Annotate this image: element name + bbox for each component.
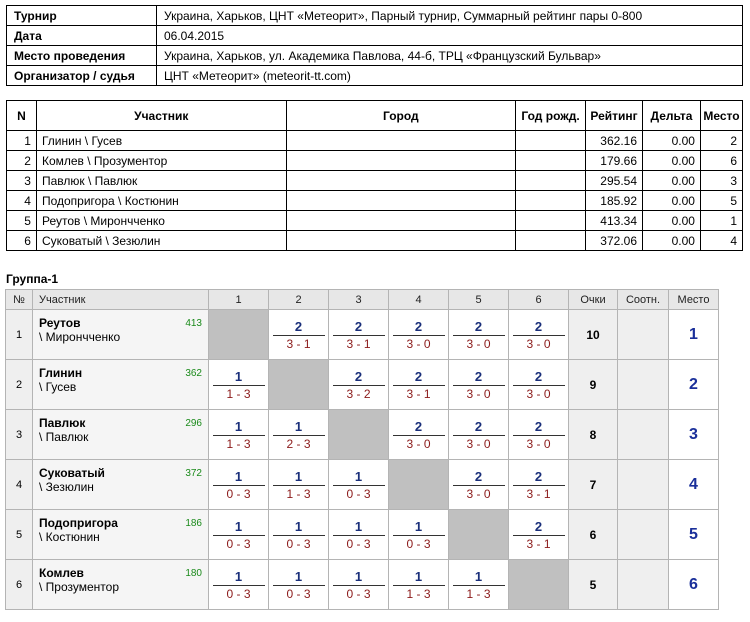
final-place: 6 (669, 560, 719, 610)
match-points: 1 (453, 569, 505, 586)
player-name-1: Подопригора (39, 516, 118, 530)
participant-delta: 0.00 (643, 131, 701, 151)
result-box (273, 469, 325, 501)
header-player: Участник (33, 290, 209, 310)
group-row (6, 410, 719, 460)
total-points: 6 (569, 510, 618, 560)
match-score: 3 - 1 (406, 386, 431, 401)
match-result (209, 510, 269, 560)
match-result (389, 360, 449, 410)
result-box (273, 419, 325, 451)
match-points: 1 (213, 369, 265, 386)
player-name-2: \ Гусев (39, 380, 77, 394)
match-points: 2 (453, 319, 505, 336)
participant-rating: 295.54 (586, 171, 643, 191)
match-points: 1 (333, 519, 385, 536)
match-result (209, 410, 269, 460)
match-result (389, 560, 449, 610)
match-result (329, 310, 389, 360)
header-place: Место (669, 290, 719, 310)
group-row (6, 560, 719, 610)
match-result (509, 410, 569, 460)
player-name-2: \ Прозументор (39, 580, 119, 594)
match-points: 1 (273, 469, 325, 486)
match-points: 1 (213, 569, 265, 586)
player-cell (33, 360, 209, 410)
player-rating: 296 (185, 418, 202, 429)
player-name-2: \ Костюнин (39, 530, 100, 544)
participant-row (7, 231, 743, 251)
result-box (213, 469, 265, 501)
ratio-cell (618, 310, 669, 360)
player-name-1: Суковатый (39, 466, 105, 480)
player-cell (33, 560, 209, 610)
participant-name: Комлев \ Прозументор (36, 151, 286, 171)
participant-row (7, 191, 743, 211)
ratio-cell (618, 560, 669, 610)
participant-place: 2 (700, 131, 742, 151)
tournament-info-table (6, 5, 743, 86)
match-score: 0 - 3 (286, 586, 311, 601)
participant-city (286, 231, 516, 251)
row-number: 5 (6, 510, 33, 560)
participant-city (286, 131, 516, 151)
player-rating: 372 (185, 468, 202, 479)
match-result (209, 560, 269, 610)
info-label: Место проведения (7, 46, 157, 66)
player-name-2: \ Павлюк (39, 430, 89, 444)
player-name-2: \ Зезюлин (39, 480, 94, 494)
total-points: 9 (569, 360, 618, 410)
header-place: Место (700, 101, 742, 131)
result-box (273, 519, 325, 551)
group-row (6, 310, 719, 360)
match-score: 3 - 0 (406, 336, 431, 351)
result-box (273, 569, 325, 601)
final-place: 3 (669, 410, 719, 460)
match-result (209, 460, 269, 510)
match-points: 2 (333, 369, 385, 386)
header-opponent-6: 6 (509, 290, 569, 310)
participants-header-row (7, 101, 743, 131)
total-points: 7 (569, 460, 618, 510)
header-ratio: Соотн. (618, 290, 669, 310)
result-box (513, 519, 565, 551)
group-header-row (6, 290, 719, 310)
final-place: 2 (669, 360, 719, 410)
header-n: N (7, 101, 37, 131)
match-result (449, 460, 509, 510)
participant-name: Суковатый \ Зезюлин (36, 231, 286, 251)
info-row (7, 26, 743, 46)
match-result (269, 510, 329, 560)
participant-year (516, 191, 586, 211)
match-result (329, 360, 389, 410)
result-box (213, 519, 265, 551)
group-row (6, 360, 719, 410)
participant-name: Подопригора \ Костюнин (36, 191, 286, 211)
player-cell (33, 460, 209, 510)
participant-year (516, 231, 586, 251)
header-birth-year: Год рожд. (516, 101, 586, 131)
info-row (7, 66, 743, 86)
match-result (269, 410, 329, 460)
participant-city (286, 211, 516, 231)
final-place: 1 (669, 310, 719, 360)
player-cell (33, 310, 209, 360)
match-score: 3 - 0 (466, 336, 491, 351)
participant-n: 5 (7, 211, 37, 231)
participant-rating: 372.06 (586, 231, 643, 251)
match-score: 1 - 3 (406, 586, 431, 601)
player-rating: 362 (185, 368, 202, 379)
participant-n: 2 (7, 151, 37, 171)
header-city: Город (286, 101, 516, 131)
total-points: 10 (569, 310, 618, 360)
result-box (513, 419, 565, 451)
participant-place: 1 (700, 211, 742, 231)
info-row (7, 46, 743, 66)
self-cell (509, 560, 569, 610)
match-points: 1 (213, 419, 265, 436)
participant-city (286, 171, 516, 191)
match-score: 2 - 3 (286, 436, 311, 451)
participant-rating: 413.34 (586, 211, 643, 231)
participant-delta: 0.00 (643, 191, 701, 211)
player-name-1: Реутов (39, 316, 81, 330)
ratio-cell (618, 510, 669, 560)
participant-place: 4 (700, 231, 742, 251)
info-row (7, 6, 743, 26)
match-result (449, 410, 509, 460)
match-result (269, 310, 329, 360)
self-cell (209, 310, 269, 360)
participants-table (6, 100, 743, 251)
match-result (389, 510, 449, 560)
match-result (509, 310, 569, 360)
result-box (513, 469, 565, 501)
row-number: 3 (6, 410, 33, 460)
self-cell (329, 410, 389, 460)
header-participant: Участник (36, 101, 286, 131)
match-score: 3 - 1 (286, 336, 311, 351)
participant-place: 5 (700, 191, 742, 211)
result-box (453, 469, 505, 501)
match-points: 2 (513, 369, 565, 386)
total-points: 5 (569, 560, 618, 610)
self-cell (389, 460, 449, 510)
participant-name: Реутов \ Мирончченко (36, 211, 286, 231)
match-result (329, 560, 389, 610)
participant-year (516, 171, 586, 191)
player-cell (33, 410, 209, 460)
header-opponent-5: 5 (449, 290, 509, 310)
result-box (453, 569, 505, 601)
participant-row (7, 171, 743, 191)
match-points: 2 (273, 319, 325, 336)
info-value: Украина, Харьков, ЦНТ «Метеорит», Парный турнир, Суммарный рейтинг пары 0-800 (157, 6, 743, 26)
match-score: 3 - 0 (466, 436, 491, 451)
match-score: 0 - 3 (286, 536, 311, 551)
match-points: 1 (213, 519, 265, 536)
match-points: 2 (333, 319, 385, 336)
participant-delta: 0.00 (643, 171, 701, 191)
result-box (393, 569, 445, 601)
result-box (393, 419, 445, 451)
player-rating: 413 (185, 318, 202, 329)
participant-place: 6 (700, 151, 742, 171)
result-box (333, 319, 385, 351)
participant-rating: 179.66 (586, 151, 643, 171)
header-opponent-2: 2 (269, 290, 329, 310)
player-cell (33, 510, 209, 560)
participant-city (286, 191, 516, 211)
player-name-1: Комлев (39, 566, 84, 580)
match-score: 0 - 3 (226, 486, 251, 501)
match-points: 1 (273, 569, 325, 586)
match-result (449, 360, 509, 410)
match-score: 3 - 1 (346, 336, 371, 351)
total-points: 8 (569, 410, 618, 460)
participant-city (286, 151, 516, 171)
info-label: Организатор / судья (7, 66, 157, 86)
participant-year (516, 131, 586, 151)
result-box (213, 419, 265, 451)
ratio-cell (618, 360, 669, 410)
match-score: 3 - 0 (526, 336, 551, 351)
match-result (449, 560, 509, 610)
ratio-cell (618, 410, 669, 460)
player-rating: 180 (185, 568, 202, 579)
match-points: 2 (513, 319, 565, 336)
match-points: 2 (513, 519, 565, 536)
participant-n: 6 (7, 231, 37, 251)
self-cell (449, 510, 509, 560)
participant-rating: 185.92 (586, 191, 643, 211)
match-points: 2 (393, 319, 445, 336)
player-rating: 186 (185, 518, 202, 529)
match-result (509, 510, 569, 560)
result-box (453, 319, 505, 351)
match-score: 1 - 3 (226, 386, 251, 401)
row-number: 1 (6, 310, 33, 360)
result-box (333, 519, 385, 551)
result-box (453, 369, 505, 401)
header-opponent-1: 1 (209, 290, 269, 310)
match-result (209, 360, 269, 410)
result-box (333, 369, 385, 401)
match-score: 3 - 0 (406, 436, 431, 451)
match-score: 3 - 1 (526, 486, 551, 501)
row-number: 4 (6, 460, 33, 510)
match-points: 2 (513, 469, 565, 486)
header-points: Очки (569, 290, 618, 310)
info-value: Украина, Харьков, ул. Академика Павлова, 44-б, ТРЦ «Французский Бульвар» (157, 46, 743, 66)
result-box (393, 319, 445, 351)
match-result (509, 460, 569, 510)
participant-name: Глинин \ Гусев (36, 131, 286, 151)
result-box (513, 369, 565, 401)
match-points: 1 (273, 419, 325, 436)
match-result (269, 460, 329, 510)
self-cell (269, 360, 329, 410)
participant-year (516, 211, 586, 231)
match-points: 1 (213, 469, 265, 486)
match-score: 1 - 3 (466, 586, 491, 601)
header-rating: Рейтинг (586, 101, 643, 131)
participant-row (7, 211, 743, 231)
info-label: Турнир (7, 6, 157, 26)
info-value: 06.04.2015 (157, 26, 743, 46)
final-place: 5 (669, 510, 719, 560)
result-box (513, 319, 565, 351)
result-box (393, 369, 445, 401)
match-score: 3 - 0 (526, 436, 551, 451)
participant-row (7, 151, 743, 171)
match-result (509, 360, 569, 410)
participant-row (7, 131, 743, 151)
header-delta: Дельта (643, 101, 701, 131)
row-number: 2 (6, 360, 33, 410)
match-score: 0 - 3 (346, 486, 371, 501)
match-score: 3 - 0 (466, 486, 491, 501)
group-results-table (5, 289, 719, 610)
match-points: 2 (393, 419, 445, 436)
match-score: 3 - 1 (526, 536, 551, 551)
match-points: 1 (273, 519, 325, 536)
result-box (273, 319, 325, 351)
info-label: Дата (7, 26, 157, 46)
participant-rating: 362.16 (586, 131, 643, 151)
result-box (213, 569, 265, 601)
ratio-cell (618, 460, 669, 510)
participant-n: 1 (7, 131, 37, 151)
player-name-1: Павлюк (39, 416, 86, 430)
result-box (393, 519, 445, 551)
group-row (6, 510, 719, 560)
match-points: 1 (393, 519, 445, 536)
match-score: 0 - 3 (406, 536, 431, 551)
match-score: 0 - 3 (346, 586, 371, 601)
participant-n: 3 (7, 171, 37, 191)
match-points: 2 (393, 369, 445, 386)
participant-year (516, 151, 586, 171)
match-score: 1 - 3 (226, 436, 251, 451)
match-points: 2 (453, 469, 505, 486)
participant-delta: 0.00 (643, 231, 701, 251)
match-score: 0 - 3 (226, 586, 251, 601)
match-score: 1 - 3 (286, 486, 311, 501)
player-name-2: \ Мирончченко (39, 330, 121, 344)
header-opponent-3: 3 (329, 290, 389, 310)
match-result (389, 410, 449, 460)
participant-n: 4 (7, 191, 37, 211)
participant-name: Павлюк \ Павлюк (36, 171, 286, 191)
participant-delta: 0.00 (643, 211, 701, 231)
match-result (269, 560, 329, 610)
header-number: № (6, 290, 33, 310)
match-points: 1 (333, 569, 385, 586)
match-score: 3 - 0 (526, 386, 551, 401)
result-box (333, 469, 385, 501)
match-points: 1 (393, 569, 445, 586)
match-result (389, 310, 449, 360)
match-result (329, 460, 389, 510)
result-box (213, 369, 265, 401)
row-number: 6 (6, 560, 33, 610)
player-name-1: Глинин (39, 366, 83, 380)
match-points: 2 (513, 419, 565, 436)
participant-delta: 0.00 (643, 151, 701, 171)
header-opponent-4: 4 (389, 290, 449, 310)
result-box (333, 569, 385, 601)
participant-place: 3 (700, 171, 742, 191)
match-points: 1 (333, 469, 385, 486)
match-result (329, 510, 389, 560)
final-place: 4 (669, 460, 719, 510)
match-score: 0 - 3 (226, 536, 251, 551)
group-title: Группа-1 (6, 272, 59, 286)
match-result (449, 310, 509, 360)
info-value: ЦНТ «Метеорит» (meteorit-tt.com) (157, 66, 743, 86)
match-score: 3 - 0 (466, 386, 491, 401)
match-points: 2 (453, 419, 505, 436)
result-box (453, 419, 505, 451)
match-score: 3 - 2 (346, 386, 371, 401)
match-points: 2 (453, 369, 505, 386)
match-score: 0 - 3 (346, 536, 371, 551)
group-row (6, 460, 719, 510)
